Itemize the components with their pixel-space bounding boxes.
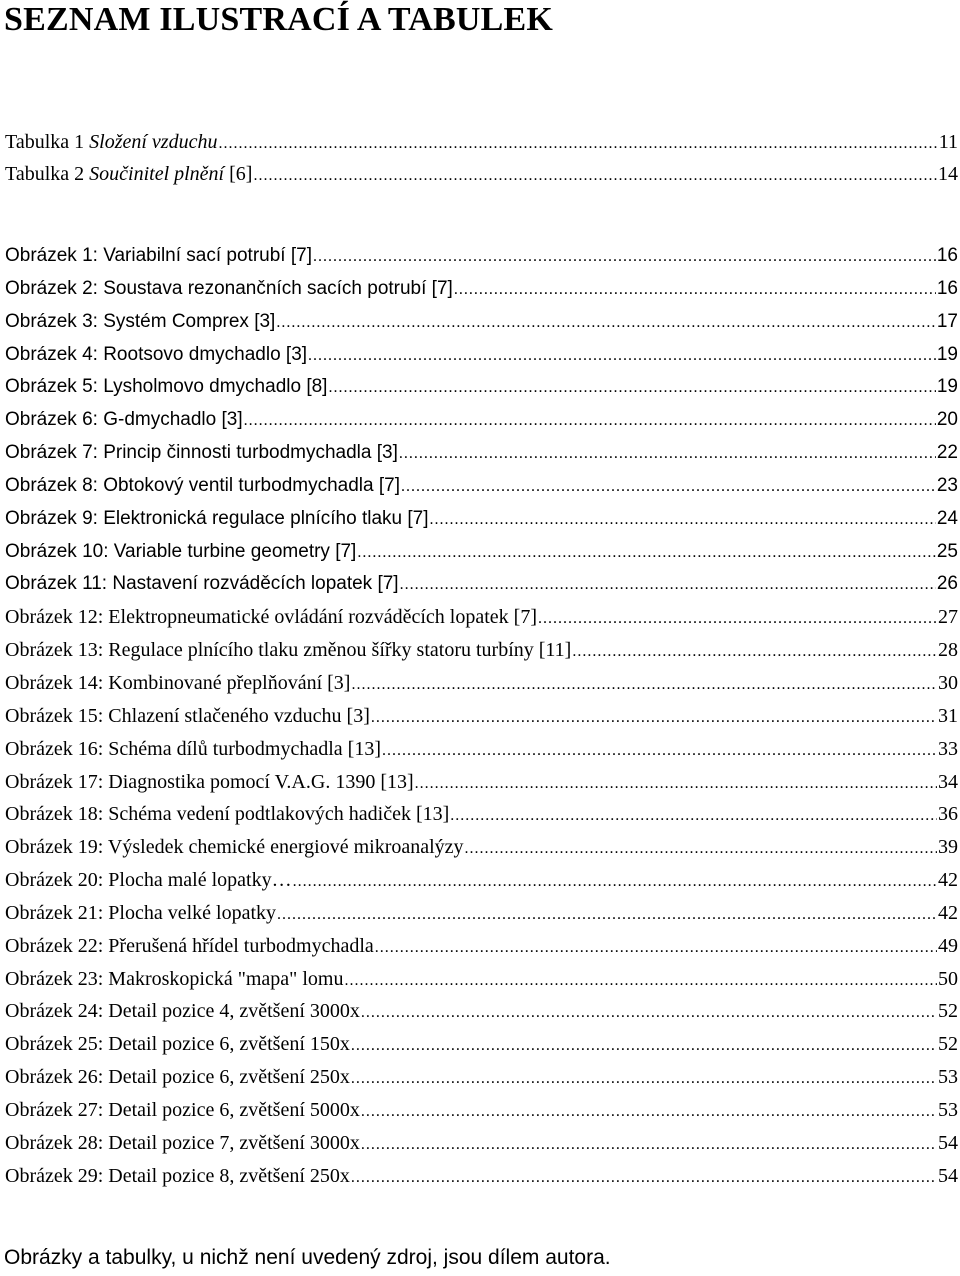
dot-leader [351, 1162, 937, 1194]
toc-entry-label: Obrázek 29: Detail pozice 8, zvětšení 250x [5, 1164, 350, 1187]
page-title: SEZNAM ILUSTRACÍ A TABULEK [4, 1, 554, 38]
dot-leader [361, 997, 937, 1029]
toc-entry-figure-10[interactable] [5, 536, 958, 569]
toc-entry-page: 52 [938, 1000, 958, 1023]
toc-entry-page: 50 [938, 967, 958, 990]
toc-entry-page: 17 [936, 310, 958, 332]
dot-leader [308, 340, 936, 372]
toc-entry-page: 16 [936, 277, 958, 299]
toc-entry-label: Obrázek 4: Rootsovo dmychadlo [3] [5, 343, 308, 365]
toc-entry-label: Obrázek 3: Systém Comprex [3] [5, 310, 276, 332]
toc-entry-page: 14 [938, 163, 958, 185]
figures-list [5, 240, 958, 1192]
toc-entry-figure-19[interactable] [5, 831, 958, 864]
toc-entry-page: 16 [936, 245, 958, 266]
toc-entry-label: Obrázek 7: Princip činnosti turbodmychadla [3] [5, 442, 398, 464]
figures-list-part-2 [5, 601, 958, 1192]
toc-entry-label: Obrázek 26: Detail pozice 6, zvětšení 250x [5, 1066, 350, 1089]
toc-entry-label: Tabulka 2 Součinitel plnění [6] [5, 163, 253, 185]
toc-entry-page: 54 [938, 1164, 958, 1187]
dot-leader [351, 669, 937, 701]
toc-entry-figure-22[interactable] [5, 930, 958, 963]
toc-entry-figure-5[interactable] [5, 371, 958, 404]
toc-entry-label: Obrázek 6: G-dmychadlo [3] [5, 409, 243, 431]
toc-entry-page: 30 [938, 671, 958, 694]
toc-entry-label: Obrázek 24: Detail pozice 4, zvětšení 3000x [5, 1000, 360, 1023]
toc-entry-page: 22 [936, 442, 958, 464]
toc-entry-page: 31 [938, 704, 958, 727]
toc-entry-label: Obrázek 12: Elektropneumatické ovládání rozváděcích lopatek [7] [5, 606, 537, 629]
toc-entry-label: Obrázek 20: Plocha malé lopatky… [5, 869, 292, 892]
dot-leader [253, 160, 937, 192]
dot-leader [313, 241, 936, 273]
dot-leader [244, 405, 936, 437]
tables-list [5, 126, 958, 190]
toc-entry-figure-24[interactable] [5, 995, 958, 1028]
dot-leader [572, 636, 937, 668]
toc-entry-figure-1[interactable] [5, 240, 958, 273]
toc-entry-label: Obrázek 21: Plocha velké lopatky [5, 901, 277, 924]
toc-entry-page: 19 [936, 376, 958, 398]
toc-entry-figure-28[interactable] [5, 1127, 958, 1160]
toc-entry-label: Obrázek 13: Regulace plnícího tlaku změnou šířky statoru turbíny [11] [5, 639, 572, 662]
dot-leader [415, 768, 937, 800]
toc-entry-figure-12[interactable] [5, 601, 958, 634]
toc-entry-label: Obrázek 27: Detail pozice 6, zvětšení 5000x [5, 1098, 360, 1121]
toc-entry-figure-21[interactable] [5, 897, 958, 930]
dot-leader [538, 603, 937, 635]
dot-leader [401, 471, 936, 503]
toc-entry-page: 49 [938, 934, 958, 957]
toc-entry-page: 36 [938, 803, 958, 826]
dot-leader [371, 702, 937, 734]
toc-entry-figure-3[interactable] [5, 306, 958, 339]
toc-entry-figure-7[interactable] [5, 437, 958, 470]
toc-entry-label: Obrázek 15: Chlazení stlačeného vzduchu [3] [5, 704, 370, 727]
toc-entry-figure-20[interactable] [5, 864, 958, 897]
toc-entry-figure-29[interactable] [5, 1160, 958, 1193]
toc-entry-table-1[interactable] [5, 126, 958, 158]
toc-entry-page: 23 [936, 474, 958, 496]
dot-leader [277, 899, 937, 931]
dot-leader [465, 833, 937, 865]
dot-leader [344, 965, 937, 997]
toc-entry-figure-16[interactable] [5, 733, 958, 766]
dot-leader [276, 307, 936, 339]
toc-entry-label: Obrázek 23: Makroskopická "mapa" lomu [5, 967, 344, 990]
toc-entry-page: 42 [938, 901, 958, 924]
toc-entry-label: Obrázek 18: Schéma vedení podtlakových hadiček [13] [5, 803, 450, 826]
toc-entry-page: 52 [938, 1033, 958, 1056]
toc-entry-page: 53 [938, 1098, 958, 1121]
toc-entry-label: Obrázek 17: Diagnostika pomocí V.A.G. 1390 [13] [5, 770, 414, 793]
dot-leader [357, 537, 936, 569]
toc-entry-label: Obrázek 1: Variabilní sací potrubí [7] [5, 245, 312, 266]
toc-entry-label: Obrázek 22: Přerušená hřídel turbodmychadla [5, 934, 374, 957]
toc-entry-figure-14[interactable] [5, 667, 958, 700]
dot-leader [430, 504, 936, 536]
dot-leader [351, 1063, 937, 1095]
toc-entry-label: Obrázek 16: Schéma dílů turbodmychadla [13] [5, 737, 381, 760]
toc-entry-page: 27 [938, 606, 958, 629]
dot-leader [361, 1096, 937, 1128]
toc-entry-page: 42 [938, 869, 958, 892]
dot-leader [375, 932, 937, 964]
toc-entry-label: Obrázek 28: Detail pozice 7, zvětšení 3000x [5, 1131, 360, 1154]
dot-leader [293, 866, 937, 898]
footnote: Obrázky a tabulky, u nichž není uvedený zdroj, jsou dílem autora. [4, 1246, 611, 1269]
dot-leader [454, 274, 936, 306]
toc-entry-figure-25[interactable] [5, 1028, 958, 1061]
figures-list-part-1 [5, 240, 958, 601]
toc-entry-figure-15[interactable] [5, 700, 958, 733]
toc-entry-figure-17[interactable] [5, 766, 958, 799]
toc-entry-label: Obrázek 8: Obtokový ventil turbodmychadla [7] [5, 474, 400, 496]
toc-entry-label: Obrázek 10: Variable turbine geometry [7] [5, 540, 357, 562]
toc-entry-page: 24 [936, 507, 958, 529]
toc-entry-table-2[interactable] [5, 158, 958, 190]
toc-entry-figure-23[interactable] [5, 963, 958, 996]
toc-entry-page: 20 [936, 409, 958, 431]
dot-leader [450, 800, 937, 832]
toc-entry-page: 25 [936, 540, 958, 562]
toc-entry-page: 54 [938, 1131, 958, 1154]
dot-leader [399, 438, 936, 470]
toc-entry-figure-11[interactable] [5, 568, 958, 601]
toc-entry-figure-18[interactable] [5, 798, 958, 831]
toc-entry-figure-8[interactable] [5, 470, 958, 503]
toc-entry-label: Obrázek 9: Elektronická regulace plnícího tlaku [7] [5, 507, 429, 529]
toc-entry-label: Obrázek 14: Kombinované přeplňování [3] [5, 671, 351, 694]
toc-entry-label: Obrázek 25: Detail pozice 6, zvětšení 150x [5, 1033, 350, 1056]
toc-entry-label: Obrázek 5: Lysholmovo dmychadlo [8] [5, 376, 328, 398]
toc-entry-figure-2[interactable] [5, 273, 958, 306]
toc-entry-page: 19 [936, 343, 958, 365]
toc-entry-figure-4[interactable] [5, 339, 958, 372]
dot-leader [328, 372, 935, 404]
dot-leader [382, 735, 937, 767]
toc-entry-figure-6[interactable] [5, 404, 958, 437]
dot-leader [218, 128, 937, 160]
dot-leader [361, 1129, 937, 1161]
toc-entry-figure-9[interactable] [5, 503, 958, 536]
toc-entry-page: 34 [938, 770, 958, 793]
toc-entry-page: 53 [938, 1066, 958, 1089]
toc-entry-page: 33 [938, 737, 958, 760]
toc-entry-page: 39 [938, 836, 958, 859]
toc-entry-page: 28 [938, 639, 958, 662]
dot-leader [351, 1030, 937, 1062]
toc-entry-page: 11 [938, 131, 958, 153]
toc-entry-label: Obrázek 19: Výsledek chemické energiové mikroanalýzy [5, 836, 464, 859]
toc-entry-label: Tabulka 1 Složení vzduchu [5, 131, 218, 153]
toc-entry-label: Obrázek 11: Nastavení rozváděcích lopatek [7] [5, 573, 399, 595]
toc-entry-figure-27[interactable] [5, 1094, 958, 1127]
toc-entry-page: 26 [936, 573, 958, 595]
toc-entry-label: Obrázek 2: Soustava rezonančních sacích potrubí [7] [5, 277, 453, 299]
toc-entry-figure-26[interactable] [5, 1061, 958, 1094]
dot-leader [400, 569, 936, 601]
toc-entry-figure-13[interactable] [5, 634, 958, 667]
